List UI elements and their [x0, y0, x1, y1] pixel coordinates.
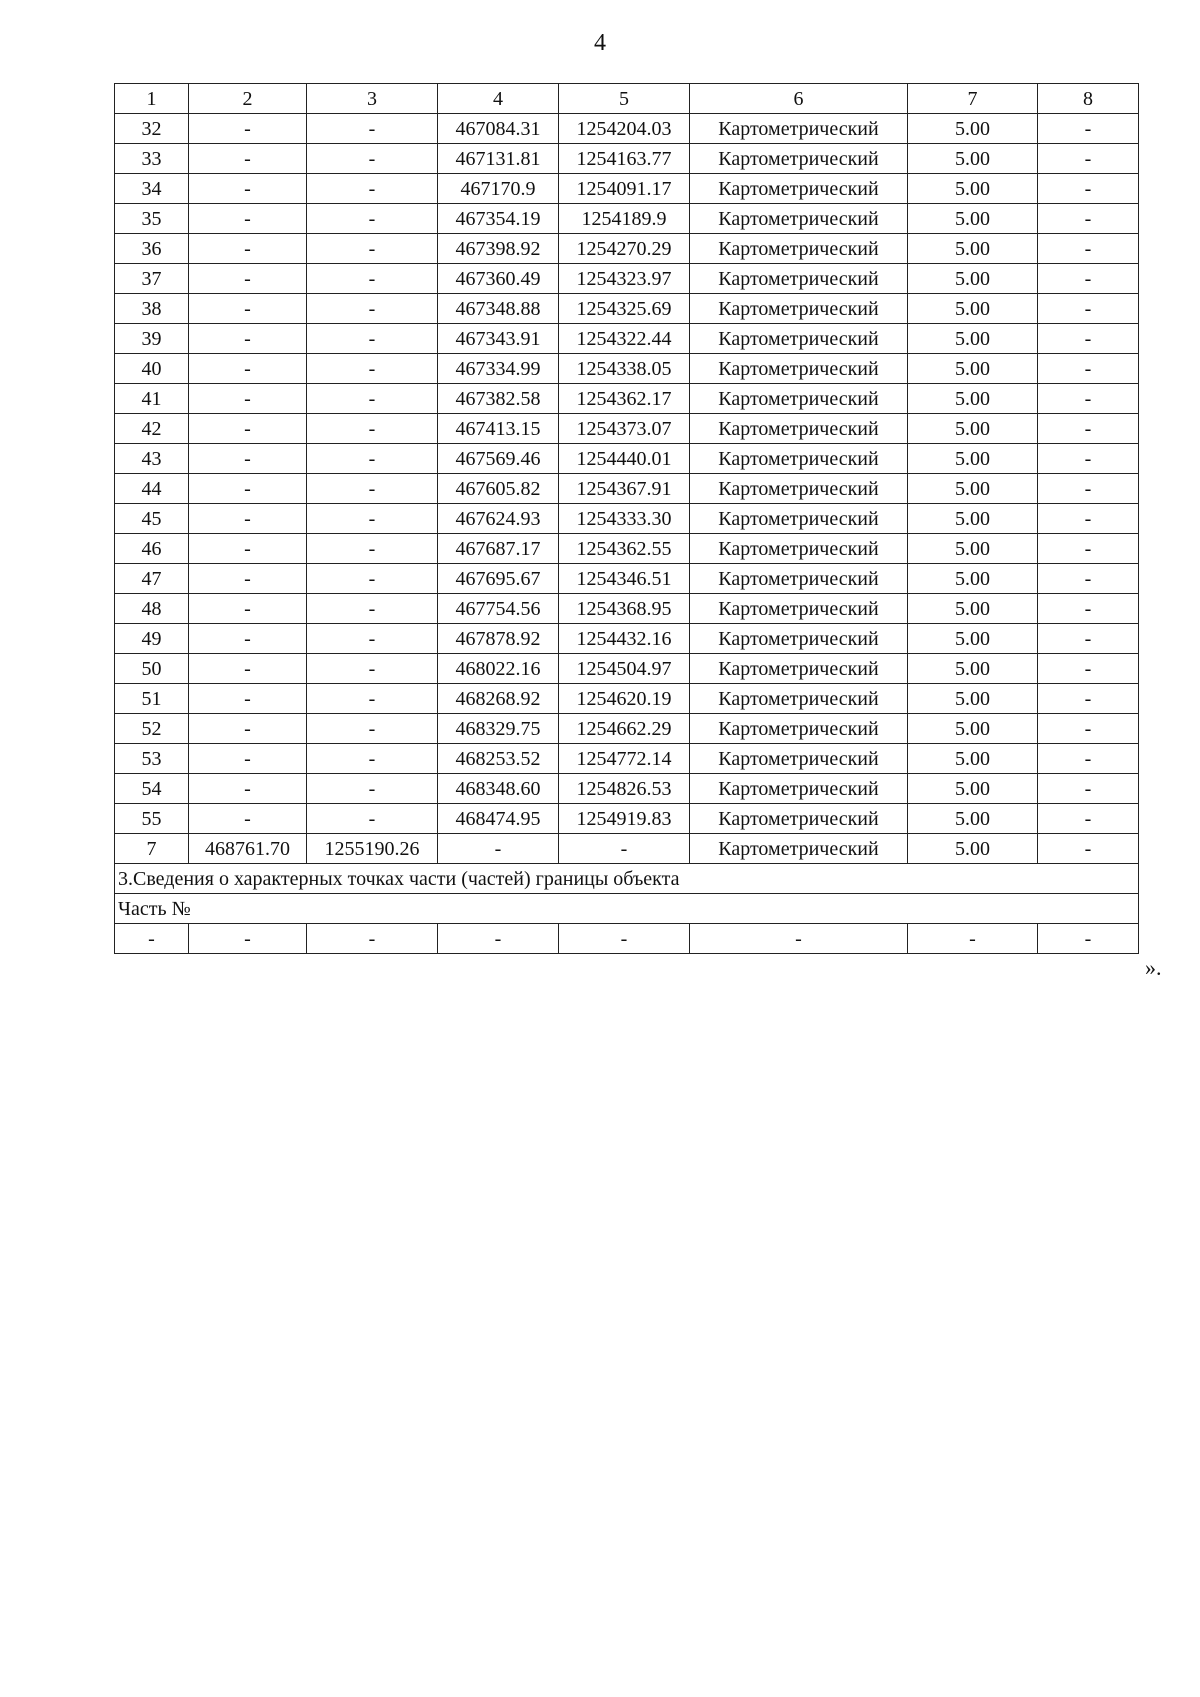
- table-cell: -: [189, 534, 307, 564]
- table-cell: 467334.99: [438, 354, 559, 384]
- table-cell: -: [1038, 144, 1139, 174]
- table-cell: 37: [115, 264, 189, 294]
- table-cell: -: [307, 384, 438, 414]
- page-number: 4: [594, 30, 606, 56]
- table-cell: -: [1038, 234, 1139, 264]
- table-cell: Картометрический: [690, 354, 908, 384]
- table-cell: -: [1038, 294, 1139, 324]
- empty-cell: -: [1038, 924, 1139, 954]
- table-row: [115, 504, 1139, 534]
- table-cell: -: [1038, 324, 1139, 354]
- table-cell: -: [1038, 804, 1139, 834]
- table-cell: Картометрический: [690, 234, 908, 264]
- table-cell: -: [307, 234, 438, 264]
- table-cell: 467354.19: [438, 204, 559, 234]
- table-cell: 32: [115, 114, 189, 144]
- table-cell: 1254362.55: [559, 534, 690, 564]
- table-cell: Картометрический: [690, 264, 908, 294]
- table-cell: 44: [115, 474, 189, 504]
- table-cell: 5.00: [908, 474, 1038, 504]
- table-cell: 49: [115, 624, 189, 654]
- table-cell: -: [438, 834, 559, 864]
- table-cell: -: [1038, 654, 1139, 684]
- table-cell: -: [307, 534, 438, 564]
- empty-cell: -: [115, 924, 189, 954]
- table-cell: Картометрический: [690, 474, 908, 504]
- table-cell: 5.00: [908, 324, 1038, 354]
- section3-title-row: [115, 864, 1139, 894]
- table-cell: 5.00: [908, 504, 1038, 534]
- table-cell: 5.00: [908, 114, 1038, 144]
- table-cell: 5.00: [908, 534, 1038, 564]
- part-number-label: Часть №: [115, 894, 1139, 924]
- table-cell: 5.00: [908, 744, 1038, 774]
- table-cell: 1254204.03: [559, 114, 690, 144]
- table-cell: 48: [115, 594, 189, 624]
- header-cell: 8: [1038, 84, 1139, 114]
- table-cell: 1254919.83: [559, 804, 690, 834]
- table-cell: -: [189, 204, 307, 234]
- table-cell: Картометрический: [690, 324, 908, 354]
- table-cell: 1254323.97: [559, 264, 690, 294]
- table-cell: 5.00: [908, 234, 1038, 264]
- table-cell: -: [1038, 114, 1139, 144]
- table-cell: 5.00: [908, 654, 1038, 684]
- table-row: [115, 354, 1139, 384]
- table-cell: -: [307, 744, 438, 774]
- table-row: [115, 774, 1139, 804]
- table-row: [115, 834, 1139, 864]
- table-cell: -: [189, 114, 307, 144]
- table-cell: -: [189, 684, 307, 714]
- table-cell: Картометрический: [690, 684, 908, 714]
- table-cell: 1254368.95: [559, 594, 690, 624]
- table-cell: Картометрический: [690, 744, 908, 774]
- table-cell: 1254270.29: [559, 234, 690, 264]
- table-cell: Картометрический: [690, 774, 908, 804]
- table-cell: -: [307, 144, 438, 174]
- table-cell: 1254432.16: [559, 624, 690, 654]
- table-cell: -: [189, 144, 307, 174]
- table-cell: -: [1038, 564, 1139, 594]
- table-cell: 467878.92: [438, 624, 559, 654]
- table-cell: -: [189, 804, 307, 834]
- section3-title: 3.Сведения о характерных точках части (частей) границы объекта: [115, 864, 1139, 894]
- table-cell: -: [1038, 414, 1139, 444]
- table-cell: 468348.60: [438, 774, 559, 804]
- header-cell: 5: [559, 84, 690, 114]
- empty-cell: -: [908, 924, 1038, 954]
- coordinates-table-wrapper: [114, 83, 1139, 954]
- table-cell: -: [189, 624, 307, 654]
- table-cell: 5.00: [908, 354, 1038, 384]
- table-body: [115, 84, 1139, 954]
- table-cell: -: [307, 474, 438, 504]
- table-row: [115, 564, 1139, 594]
- table-cell: 46: [115, 534, 189, 564]
- table-cell: 468268.92: [438, 684, 559, 714]
- table-cell: -: [1038, 624, 1139, 654]
- table-cell: 468329.75: [438, 714, 559, 744]
- table-cell: -: [189, 474, 307, 504]
- table-row: [115, 144, 1139, 174]
- table-cell: 468761.70: [189, 834, 307, 864]
- table-cell: Картометрический: [690, 294, 908, 324]
- table-cell: Картометрический: [690, 714, 908, 744]
- table-cell: 467569.46: [438, 444, 559, 474]
- table-cell: 1254440.01: [559, 444, 690, 474]
- table-cell: 467360.49: [438, 264, 559, 294]
- table-cell: 1254091.17: [559, 174, 690, 204]
- table-cell: -: [189, 234, 307, 264]
- table-row: [115, 744, 1139, 774]
- table-cell: 467413.15: [438, 414, 559, 444]
- table-row: [115, 174, 1139, 204]
- table-cell: Картометрический: [690, 114, 908, 144]
- table-cell: -: [189, 744, 307, 774]
- table-cell: -: [1038, 834, 1139, 864]
- table-cell: -: [1038, 534, 1139, 564]
- table-cell: -: [1038, 474, 1139, 504]
- empty-cell: -: [690, 924, 908, 954]
- table-cell: 39: [115, 324, 189, 354]
- closing-quote-mark: ».: [1145, 955, 1162, 980]
- table-cell: Картометрический: [690, 594, 908, 624]
- table-cell: 34: [115, 174, 189, 204]
- table-row: [115, 684, 1139, 714]
- table-cell: -: [1038, 504, 1139, 534]
- header-cell: 7: [908, 84, 1038, 114]
- empty-part-row: [115, 924, 1139, 954]
- header-cell: 1: [115, 84, 189, 114]
- table-cell: 5.00: [908, 144, 1038, 174]
- table-cell: 1254362.17: [559, 384, 690, 414]
- table-cell: 5.00: [908, 774, 1038, 804]
- table-row: [115, 414, 1139, 444]
- table-cell: Картометрический: [690, 444, 908, 474]
- table-row: [115, 474, 1139, 504]
- table-cell: -: [307, 264, 438, 294]
- table-cell: -: [189, 174, 307, 204]
- table-cell: -: [307, 684, 438, 714]
- table-cell: 5.00: [908, 804, 1038, 834]
- table-cell: Картометрический: [690, 624, 908, 654]
- table-cell: Картометрический: [690, 144, 908, 174]
- table-cell: 33: [115, 144, 189, 174]
- table-cell: -: [1038, 774, 1139, 804]
- table-row: [115, 654, 1139, 684]
- table-cell: -: [1038, 264, 1139, 294]
- table-cell: -: [1038, 204, 1139, 234]
- table-cell: 5.00: [908, 564, 1038, 594]
- table-cell: -: [307, 774, 438, 804]
- table-cell: -: [307, 324, 438, 354]
- table-cell: 468022.16: [438, 654, 559, 684]
- table-row: [115, 384, 1139, 414]
- table-cell: 5.00: [908, 624, 1038, 654]
- table-cell: -: [1038, 384, 1139, 414]
- table-cell: 467084.31: [438, 114, 559, 144]
- table-row: [115, 534, 1139, 564]
- table-cell: Картометрический: [690, 204, 908, 234]
- header-cell: 3: [307, 84, 438, 114]
- table-row: [115, 804, 1139, 834]
- table-cell: 1254333.30: [559, 504, 690, 534]
- table-cell: 1254163.77: [559, 144, 690, 174]
- table-cell: Картометрический: [690, 384, 908, 414]
- table-cell: -: [307, 624, 438, 654]
- table-cell: -: [307, 444, 438, 474]
- table-cell: -: [189, 324, 307, 354]
- table-cell: -: [189, 714, 307, 744]
- table-cell: 5.00: [908, 414, 1038, 444]
- table-cell: -: [189, 414, 307, 444]
- table-cell: 1254346.51: [559, 564, 690, 594]
- empty-cell: -: [559, 924, 690, 954]
- table-cell: -: [1038, 444, 1139, 474]
- table-cell: 1254325.69: [559, 294, 690, 324]
- table-cell: 5.00: [908, 384, 1038, 414]
- table-cell: 467170.9: [438, 174, 559, 204]
- table-cell: 467348.88: [438, 294, 559, 324]
- table-row: [115, 114, 1139, 144]
- table-cell: 45: [115, 504, 189, 534]
- table-cell: 47: [115, 564, 189, 594]
- table-cell: 5.00: [908, 264, 1038, 294]
- table-row: [115, 324, 1139, 354]
- table-cell: Картометрический: [690, 804, 908, 834]
- part-number-row: [115, 894, 1139, 924]
- table-cell: 467131.81: [438, 144, 559, 174]
- table-cell: -: [307, 204, 438, 234]
- table-cell: 467624.93: [438, 504, 559, 534]
- table-cell: 1254367.91: [559, 474, 690, 504]
- table-cell: 41: [115, 384, 189, 414]
- table-cell: -: [307, 594, 438, 624]
- table-header-row: [115, 84, 1139, 114]
- table-cell: 7: [115, 834, 189, 864]
- table-cell: 53: [115, 744, 189, 774]
- table-cell: 1254189.9: [559, 204, 690, 234]
- table-cell: -: [1038, 174, 1139, 204]
- table-row: [115, 444, 1139, 474]
- table-cell: 5.00: [908, 714, 1038, 744]
- table-cell: -: [307, 414, 438, 444]
- table-cell: Картометрический: [690, 564, 908, 594]
- table-cell: 42: [115, 414, 189, 444]
- table-cell: 35: [115, 204, 189, 234]
- table-cell: -: [307, 504, 438, 534]
- table-cell: Картометрический: [690, 834, 908, 864]
- table-cell: Картометрический: [690, 504, 908, 534]
- table-cell: 38: [115, 294, 189, 324]
- table-cell: 1254338.05: [559, 354, 690, 384]
- table-cell: -: [189, 654, 307, 684]
- table-cell: Картометрический: [690, 414, 908, 444]
- table-cell: 5.00: [908, 294, 1038, 324]
- table-cell: -: [307, 804, 438, 834]
- table-cell: 51: [115, 684, 189, 714]
- empty-cell: -: [307, 924, 438, 954]
- table-cell: Картометрический: [690, 534, 908, 564]
- table-cell: Картометрический: [690, 174, 908, 204]
- table-cell: -: [307, 654, 438, 684]
- table-row: [115, 624, 1139, 654]
- table-cell: -: [189, 564, 307, 594]
- header-cell: 6: [690, 84, 908, 114]
- table-cell: 468474.95: [438, 804, 559, 834]
- table-cell: -: [307, 294, 438, 324]
- table-cell: 5.00: [908, 594, 1038, 624]
- table-cell: 467754.56: [438, 594, 559, 624]
- table-cell: 5.00: [908, 684, 1038, 714]
- table-cell: -: [559, 834, 690, 864]
- table-cell: Картометрический: [690, 654, 908, 684]
- table-cell: 467382.58: [438, 384, 559, 414]
- table-cell: 54: [115, 774, 189, 804]
- table-row: [115, 204, 1139, 234]
- table-cell: -: [189, 264, 307, 294]
- table-cell: -: [1038, 354, 1139, 384]
- table-cell: 467695.67: [438, 564, 559, 594]
- table-cell: 467343.91: [438, 324, 559, 354]
- table-cell: 52: [115, 714, 189, 744]
- table-cell: 43: [115, 444, 189, 474]
- table-cell: -: [307, 564, 438, 594]
- empty-cell: -: [438, 924, 559, 954]
- header-cell: 2: [189, 84, 307, 114]
- table-row: [115, 234, 1139, 264]
- table-cell: 1255190.26: [307, 834, 438, 864]
- table-cell: 5.00: [908, 834, 1038, 864]
- table-cell: 467687.17: [438, 534, 559, 564]
- table-cell: -: [189, 774, 307, 804]
- table-row: [115, 714, 1139, 744]
- header-cell: 4: [438, 84, 559, 114]
- table-cell: 1254620.19: [559, 684, 690, 714]
- table-cell: -: [307, 114, 438, 144]
- table-row: [115, 594, 1139, 624]
- table-cell: -: [307, 714, 438, 744]
- table-cell: 1254373.07: [559, 414, 690, 444]
- table-cell: 36: [115, 234, 189, 264]
- table-cell: 468253.52: [438, 744, 559, 774]
- table-cell: 5.00: [908, 174, 1038, 204]
- table-cell: 55: [115, 804, 189, 834]
- table-cell: 1254662.29: [559, 714, 690, 744]
- table-cell: -: [1038, 744, 1139, 774]
- table-cell: 40: [115, 354, 189, 384]
- table-cell: -: [307, 174, 438, 204]
- table-cell: 467398.92: [438, 234, 559, 264]
- table-cell: 5.00: [908, 444, 1038, 474]
- table-cell: 1254322.44: [559, 324, 690, 354]
- table-cell: -: [189, 354, 307, 384]
- table-row: [115, 294, 1139, 324]
- table-cell: -: [189, 294, 307, 324]
- table-cell: -: [189, 384, 307, 414]
- table-cell: 1254826.53: [559, 774, 690, 804]
- table-cell: 467605.82: [438, 474, 559, 504]
- table-cell: 1254504.97: [559, 654, 690, 684]
- table-cell: -: [1038, 594, 1139, 624]
- table-row: [115, 264, 1139, 294]
- table-cell: -: [1038, 684, 1139, 714]
- table-cell: 50: [115, 654, 189, 684]
- table-cell: -: [1038, 714, 1139, 744]
- table-cell: 1254772.14: [559, 744, 690, 774]
- table-cell: 5.00: [908, 204, 1038, 234]
- table-cell: -: [189, 504, 307, 534]
- empty-cell: -: [189, 924, 307, 954]
- table-cell: -: [307, 354, 438, 384]
- table-cell: -: [189, 444, 307, 474]
- table-cell: -: [189, 594, 307, 624]
- coordinates-table: [114, 83, 1139, 954]
